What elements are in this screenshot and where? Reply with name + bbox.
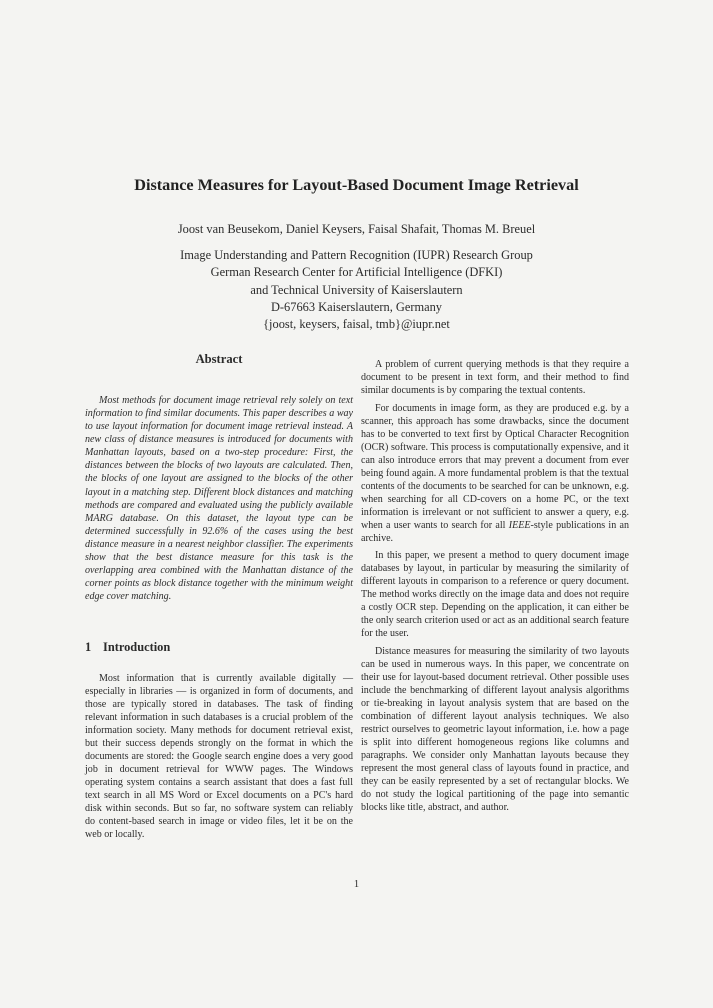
paper-title: Distance Measures for Layout-Based Document Image Retrieval <box>134 176 579 194</box>
right-paragraph-1: A problem of current querying methods is that they require a document to be present in text form, and their method to find similar documents is by comparing the textual contents. <box>361 359 629 396</box>
affiliation-line-1: Image Understanding and Pattern Recognition (IUPR) Research Group <box>180 248 533 262</box>
right-paragraph-2-text-a: For documents in image form, as they are produced e.g. by a scanner, this approach has some drawbacks, since the document has to be converted to text first by Optical Character Recognition (OCR) software. This process is computationally expensive, and it can also introduce errors that may prevent a document from ever being found again. A more fundamental problem is that the textual contents of the documents to be searched for can be unknown, e.g. when searching for all CD-covers on a home PC, or the text information is irrelevant or not sufficient to answer a query, e.g. when a user wants to search for all <box>361 402 629 531</box>
abstract-text: Most methods for document image retrieval rely solely on text information to find similar documents. This paper describes a way to use layout information for document image retrieval instead. A new class of distance measures is introduced for documents with Manhattan layouts, based on a two-step procedure: First, the distances between the blocks of two layouts are calculated. Then, the blocks of one layout are assigned to the blocks of the other layout in a matching step. Different block distances and matching methods are compared and evaluated using the publicly available MARG database. On this dataset, the layout type can be determined successfully in 92.6% of the cases using the best distance measure in a nearest neighbor classifier. The experiments show that the best distance measure for this task is the overlapping area combined with the Manhattan distance of the corner points as block distance together with the minimum weight edge cover matching. <box>85 395 353 603</box>
abstract-heading: Abstract <box>195 352 243 366</box>
page-number: 1 <box>353 879 360 890</box>
author-list: Joost van Beusekom, Daniel Keysers, Faisal Shafait, Thomas M. Breuel <box>177 222 536 236</box>
affiliation-email: {joost, keysers, faisal, tmb}@iupr.net <box>263 317 450 332</box>
right-paragraph-2-ieee: IEEE <box>508 519 531 531</box>
affiliation-block <box>0 247 713 333</box>
affiliation-line-3: and Technical University of Kaiserslautern <box>250 282 463 297</box>
section-heading-introduction <box>85 640 170 655</box>
affiliation-line-4: D-67663 Kaiserslautern, Germany <box>270 299 442 314</box>
right-paragraph-4: Distance measures for measuring the similarity of two layouts can be used in numerous ways. In this paper, we concentrate on their use for layout-based document retrieval. Other possible uses include the benchmarking of different layout analysis algorithms or tie-breaking in layout analysis system that are based on the combination of different layout analysis techniques. We also restrict ourselves to geometric layout information, i.e. how a page is split into different homogeneous regions like columns and paragraphs. We consider only Manhattan layouts because they represent the most general class of layouts found in practice, and they can be easily represented by a set of rectangular blocks. We do not study the logical partitioning of the page into semantic blocks like title, abstract, and author. <box>361 645 629 813</box>
section-title: Introduction <box>103 640 171 654</box>
section-number: 1 <box>85 640 92 654</box>
right-paragraph-2-text-b: -style publications in an archive. <box>361 519 629 544</box>
introduction-paragraph-1: Most information that is currently available digitally — especially in libraries — is organized in form of documents, and those are typically stored in databases. The task of finding relevant information in such databases is a crucial problem of the information society. Many methods for document retrieval exist, but their success depends strongly on the format in which the documents are stored: the Google search engine does a very good job in document retrieval for WWW pages. The Windows operating system contains a search assistant that does a fast full text search in all MS Word or Excel documents on a PC's hard disk within seconds. But so far, no software system can reliably do content-based search in image or video files, let it be on the web or locally. <box>85 673 353 840</box>
right-column <box>361 352 629 818</box>
right-paragraph-3: In this paper, we present a method to query document image databases by layout, in particular by measuring the similarity of different layouts in comparison to a reference or query document. The method works directly on the image data and does not require a costly OCR step. Depending on the application, it can either be the only search criterion used or act as an additional search feature for the user. <box>361 550 629 639</box>
right-paragraph-2 <box>361 402 629 545</box>
left-column <box>85 352 353 840</box>
affiliation-line-2: German Research Center for Artificial Intelligence (DFKI) <box>210 265 503 280</box>
